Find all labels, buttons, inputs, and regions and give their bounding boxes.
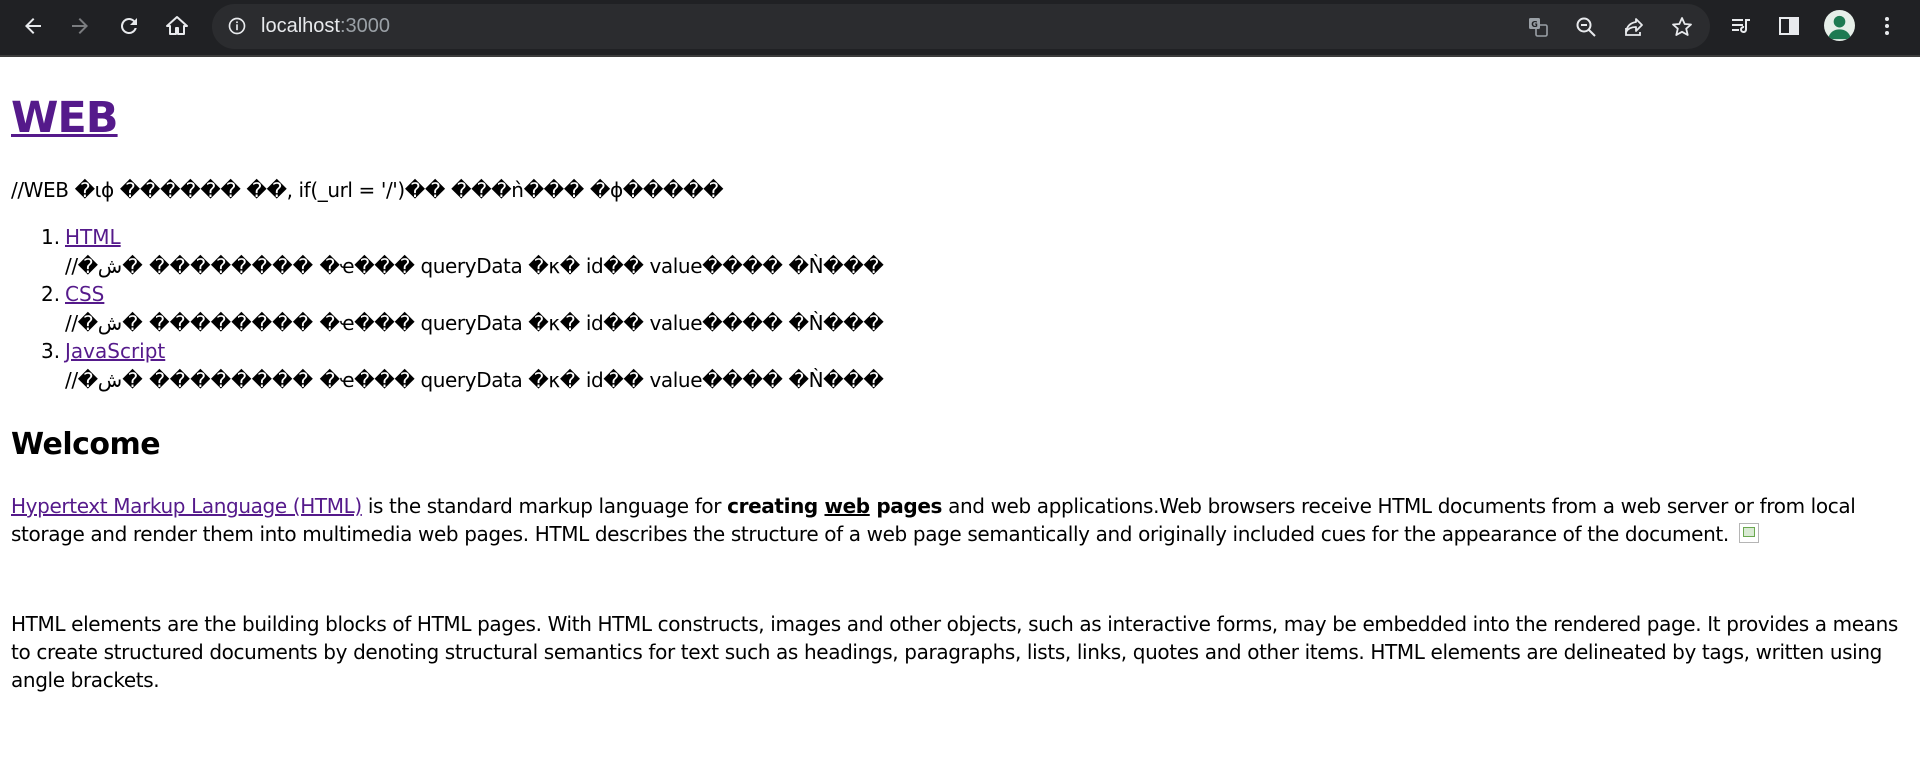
welcome-heading: Welcome [11,427,161,462]
topic-link-css[interactable]: CSS [65,282,105,306]
url-port: :3000 [339,15,390,37]
share-button[interactable] [1620,13,1648,41]
back-button[interactable] [16,9,50,43]
paragraph-text: and web applications.Web browsers receive HTML documents from a web server or from local storage and render them into multimedia web pages. HTML describes the structure of a web page semantically and originally included cues for the appearance of the document. [11,494,1856,546]
list-item [11,223,884,280]
list-number: 2. [41,282,61,306]
topic-link-javascript[interactable]: JavaScript [65,339,166,363]
topic-comment: //�ش� �������� �ҽ��� queryData �κ� id�� value���� �Ǹ��� [65,367,884,392]
paragraph-text: is the standard markup language for [361,494,728,518]
topic-list [11,223,884,394]
arrow-left-icon [21,14,45,38]
page-title-link[interactable]: WEB [11,93,118,143]
list-number: 1. [41,225,61,249]
list-item [11,337,884,394]
underlined-text: web [824,494,870,518]
page-title [11,93,118,143]
reading-list-button[interactable] [1726,11,1756,41]
topic-comment: //�ش� �������� �ҽ��� queryData �κ� id�� value���� �Ǹ��� [65,253,884,278]
info-icon [227,16,247,36]
html-wiki-link[interactable]: Hypertext Markup Language (HTML) [11,494,362,518]
list-number: 3. [41,339,61,363]
svg-text:G: G [1531,20,1538,29]
bookmark-button[interactable] [1668,13,1696,41]
side-panel-icon [1777,14,1801,38]
translate-button[interactable] [1524,13,1552,41]
url-text[interactable] [261,4,390,49]
share-icon [1622,15,1646,39]
star-icon [1670,15,1694,39]
topic-comment: //�ش� �������� �ҽ��� queryData �κ� id�� value���� �Ǹ��� [65,310,884,335]
side-panel-button[interactable] [1774,11,1804,41]
forward-button[interactable] [63,9,97,43]
home-icon [165,14,189,38]
zoom-out-icon [1574,15,1598,39]
html-description-paragraph [11,492,1906,548]
html-elements-paragraph: HTML elements are the building blocks of HTML pages. With HTML constructs, images and other objects, such as interactive forms, may be embedded into the rendered page. It provides a means to create structured documents by denoting structural semantics for text such as headings, paragraphs, lists, links, quotes and other items. HTML elements are delineated by tags, written using angle brackets. [11,612,1898,692]
kebab-menu-icon [1875,14,1899,38]
address-bar[interactable] [212,4,1710,49]
url-host: localhost [261,15,340,37]
browser-menu-button[interactable] [1872,11,1902,41]
zoom-button[interactable] [1572,13,1600,41]
site-info-button[interactable] [226,15,248,37]
bold-text-part: pages [869,494,943,518]
intro-comment: //WEB �ιɸ ������ ��, if(_url = '/')�� ���ǹ��� �ɸ����� [11,178,724,202]
profile-icon [1824,10,1855,41]
reload-button[interactable] [112,9,146,43]
translate-icon [1526,15,1550,39]
reload-icon [117,14,141,38]
bold-text [727,494,942,518]
arrow-right-icon [68,14,92,38]
reading-list-icon [1729,14,1753,38]
browser-toolbar [0,0,1920,57]
bold-text-part: creating [727,494,825,518]
broken-image-icon [1739,523,1759,543]
list-item [11,280,884,337]
topic-link-html[interactable]: HTML [65,225,121,249]
avatar[interactable] [1824,10,1855,41]
home-button[interactable] [160,9,194,43]
